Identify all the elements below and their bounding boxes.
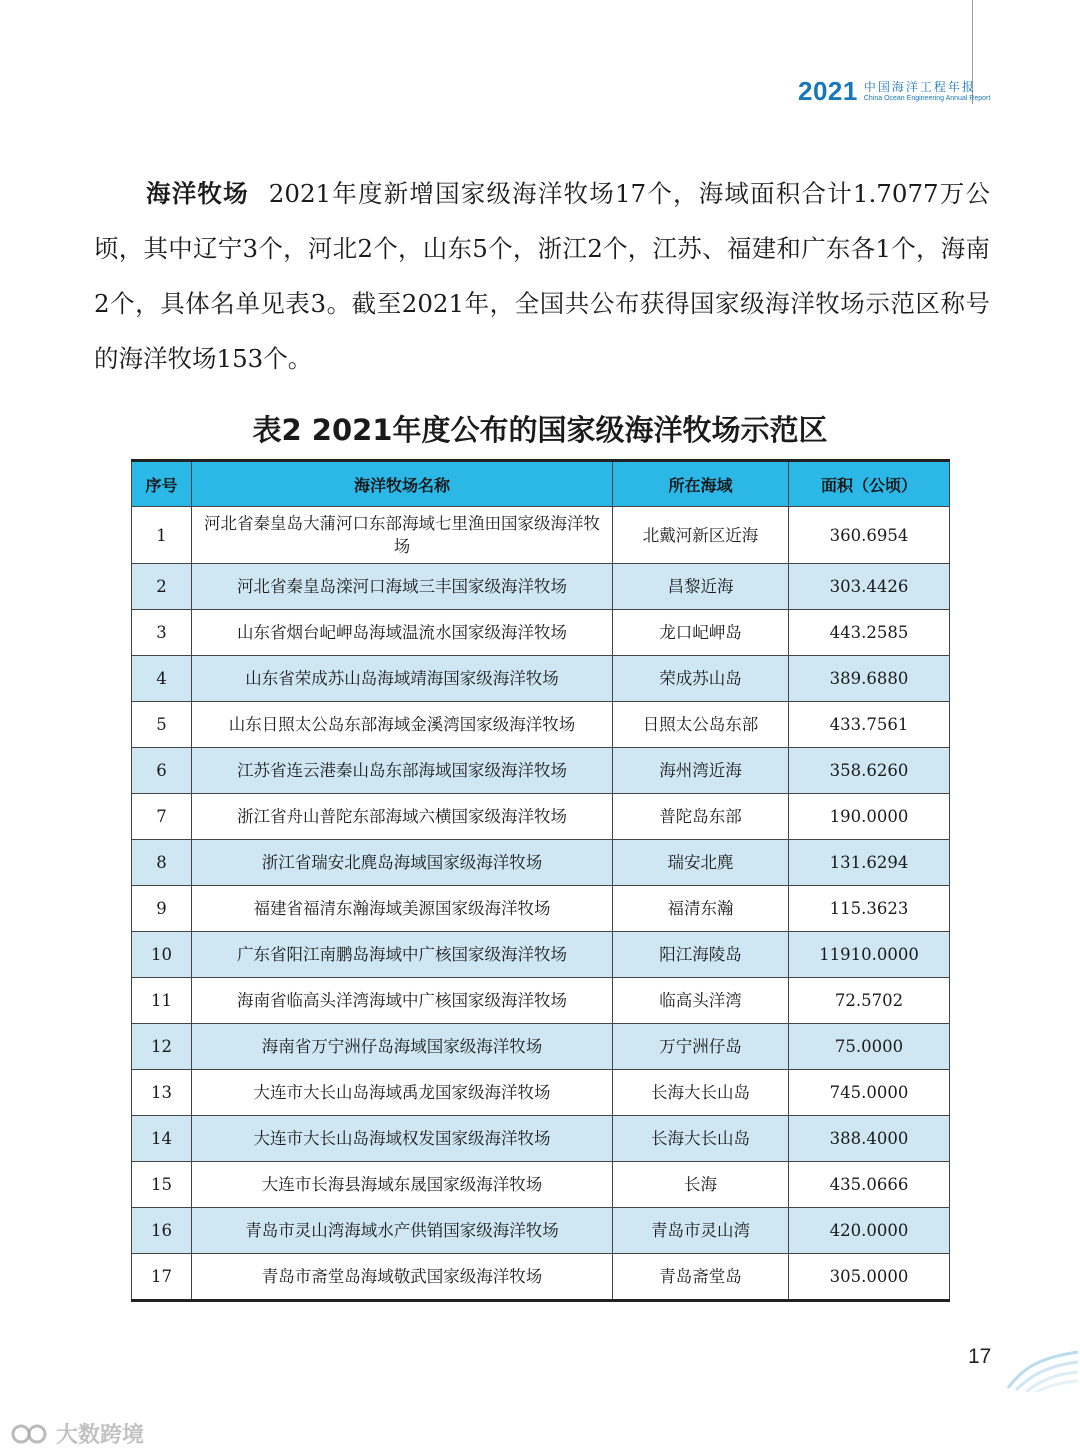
table-row <box>132 1024 950 1070</box>
cell-area: 303.4426 <box>789 564 950 610</box>
paragraph-lead: 海洋牧场 <box>146 179 249 208</box>
cell-area: 420.0000 <box>789 1208 950 1254</box>
cell-area: 360.6954 <box>789 507 950 564</box>
cell-sea-area: 长海大长山岛 <box>613 1116 789 1162</box>
cell-name: 浙江省舟山普陀东部海域六横国家级海洋牧场 <box>192 794 613 840</box>
watermark-text: 大数跨境 <box>56 1423 145 1448</box>
table-row <box>132 656 950 702</box>
cell-index: 2 <box>132 564 192 610</box>
wave-decoration-icon <box>1002 1330 1080 1392</box>
cell-name: 浙江省瑞安北麂岛海域国家级海洋牧场 <box>192 840 613 886</box>
header-title-en: China Ocean Engineering Annual Report <box>863 95 991 102</box>
header-title-cn: 中国海洋工程年报 <box>863 80 976 94</box>
table-row <box>132 978 950 1024</box>
table-header-row <box>132 461 950 507</box>
page-header <box>798 76 990 107</box>
cell-index: 10 <box>132 932 192 978</box>
cell-sea-area: 临高头洋湾 <box>613 978 789 1024</box>
cell-area: 358.6260 <box>789 748 950 794</box>
cell-area: 115.3623 <box>789 886 950 932</box>
cell-name: 青岛市灵山湾海域水产供销国家级海洋牧场 <box>192 1208 613 1254</box>
cell-area: 131.6294 <box>789 840 950 886</box>
cell-sea-area: 昌黎近海 <box>613 564 789 610</box>
cell-index: 7 <box>132 794 192 840</box>
table-row <box>132 840 950 886</box>
table-row <box>132 610 950 656</box>
cell-area: 72.5702 <box>789 978 950 1024</box>
cell-sea-area: 瑞安北麂 <box>613 840 789 886</box>
cell-name: 山东省荣成苏山岛海域靖海国家级海洋牧场 <box>192 656 613 702</box>
cell-sea-area: 北戴河新区近海 <box>613 507 789 564</box>
cell-area: 389.6880 <box>789 656 950 702</box>
table-caption: 表2 2021年度公布的国家级海洋牧场示范区 <box>252 413 828 447</box>
table-row <box>132 1070 950 1116</box>
cell-sea-area: 长海大长山岛 <box>613 1070 789 1116</box>
cell-index: 9 <box>132 886 192 932</box>
cell-sea-area: 青岛市灵山湾 <box>613 1208 789 1254</box>
cell-name: 青岛市斋堂岛海域敬武国家级海洋牧场 <box>192 1254 613 1301</box>
table-row <box>132 794 950 840</box>
cell-name: 山东省烟台屺岬岛海域温流水国家级海洋牧场 <box>192 610 613 656</box>
cell-name: 海南省临高头洋湾海域中广核国家级海洋牧场 <box>192 978 613 1024</box>
marine-ranch-table <box>131 459 950 1302</box>
header-cell-sea-area: 所在海域 <box>613 461 789 507</box>
cell-name: 海南省万宁洲仔岛海域国家级海洋牧场 <box>192 1024 613 1070</box>
cell-index: 3 <box>132 610 192 656</box>
cell-index: 11 <box>132 978 192 1024</box>
cell-area: 388.4000 <box>789 1116 950 1162</box>
cell-sea-area: 万宁洲仔岛 <box>613 1024 789 1070</box>
cell-index: 13 <box>132 1070 192 1116</box>
cell-index: 12 <box>132 1024 192 1070</box>
watermark-logo-icon <box>10 1421 50 1447</box>
cell-index: 14 <box>132 1116 192 1162</box>
table-row <box>132 886 950 932</box>
paragraph-text: 2021年度新增国家级海洋牧场17个，海域面积合计1.7077万公顷，其中辽宁3个，河北2个，山东5个，浙江2个，江苏、福建和广东各1个，海南2个，具体名单见表3。截至2021年，全国共公布获得国家级海洋牧场示范区称号的海洋牧场153个。 <box>94 179 991 373</box>
cell-sea-area: 福清东瀚 <box>613 886 789 932</box>
cell-index: 4 <box>132 656 192 702</box>
cell-index: 17 <box>132 1254 192 1301</box>
page-number: 17 <box>968 1345 992 1368</box>
table-row <box>132 564 950 610</box>
header-cell-name: 海洋牧场名称 <box>192 461 613 507</box>
header-year: 2021 <box>798 76 858 106</box>
cell-area: 75.0000 <box>789 1024 950 1070</box>
cell-index: 15 <box>132 1162 192 1208</box>
cell-sea-area: 荣成苏山岛 <box>613 656 789 702</box>
cell-sea-area: 日照太公岛东部 <box>613 702 789 748</box>
cell-name: 广东省阳江南鹏岛海域中广核国家级海洋牧场 <box>192 932 613 978</box>
header-cell-area: 面积（公顷） <box>789 461 950 507</box>
header-title-block <box>864 80 990 103</box>
cell-name: 大连市大长山岛海域禹龙国家级海洋牧场 <box>192 1070 613 1116</box>
table-row <box>132 1208 950 1254</box>
cell-area: 435.0666 <box>789 1162 950 1208</box>
cell-name: 大连市大长山岛海域权发国家级海洋牧场 <box>192 1116 613 1162</box>
cell-area: 305.0000 <box>789 1254 950 1301</box>
cell-area: 11910.0000 <box>789 932 950 978</box>
cell-sea-area: 龙口屺岬岛 <box>613 610 789 656</box>
cell-area: 433.7561 <box>789 702 950 748</box>
table-row <box>132 932 950 978</box>
cell-index: 16 <box>132 1208 192 1254</box>
cell-sea-area: 青岛斋堂岛 <box>613 1254 789 1301</box>
table-row <box>132 1162 950 1208</box>
cell-name: 江苏省连云港秦山岛东部海域国家级海洋牧场 <box>192 748 613 794</box>
cell-name: 河北省秦皇岛大蒲河口东部海域七里渔田国家级海洋牧场 <box>192 507 613 564</box>
cell-sea-area: 海州湾近海 <box>613 748 789 794</box>
cell-sea-area: 长海 <box>613 1162 789 1208</box>
cell-name: 山东日照太公岛东部海域金溪湾国家级海洋牧场 <box>192 702 613 748</box>
watermark <box>10 1418 144 1449</box>
cell-index: 1 <box>132 507 192 564</box>
table-row <box>132 702 950 748</box>
header-cell-index: 序号 <box>132 461 192 507</box>
cell-index: 8 <box>132 840 192 886</box>
cell-name: 大连市长海县海域东晟国家级海洋牧场 <box>192 1162 613 1208</box>
cell-index: 5 <box>132 702 192 748</box>
cell-sea-area: 普陀岛东部 <box>613 794 789 840</box>
cell-area: 443.2585 <box>789 610 950 656</box>
cell-name: 福建省福清东瀚海域美源国家级海洋牧场 <box>192 886 613 932</box>
body-paragraph <box>94 166 990 386</box>
cell-index: 6 <box>132 748 192 794</box>
cell-name: 河北省秦皇岛滦河口海域三丰国家级海洋牧场 <box>192 564 613 610</box>
table-row <box>132 1116 950 1162</box>
cell-area: 190.0000 <box>789 794 950 840</box>
table-row <box>132 1254 950 1301</box>
table-row <box>132 507 950 564</box>
cell-sea-area: 阳江海陵岛 <box>613 932 789 978</box>
cell-area: 745.0000 <box>789 1070 950 1116</box>
table-row <box>132 748 950 794</box>
